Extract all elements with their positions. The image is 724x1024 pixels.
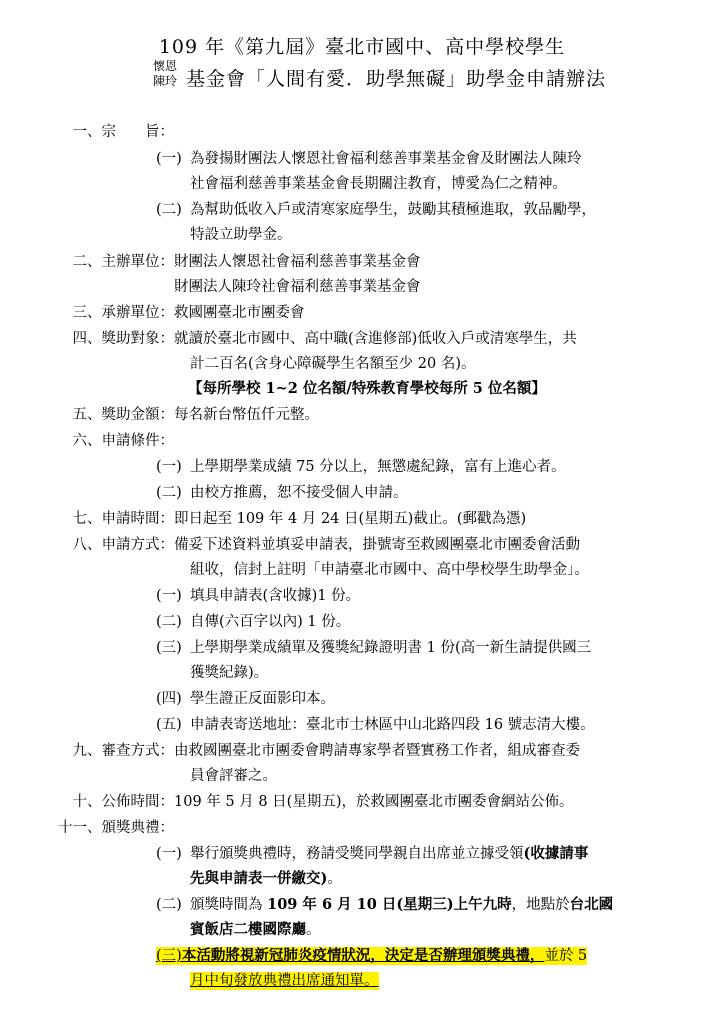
section-11-item-1-line-2 bbox=[190, 870, 342, 888]
section-8-item-4: 學生證正反面影印本。 bbox=[190, 691, 335, 707]
section-7-label: 七、申請時間： bbox=[72, 511, 174, 527]
section-11-item-2-text-c: ，地點於 bbox=[511, 897, 570, 913]
section-11-label: 十一、頒獎典禮： bbox=[58, 820, 174, 836]
section-1-item-1-line-1: 為發揚財團法人懷恩社會福利慈善事業基金會及財團法人陳玲 bbox=[190, 151, 582, 167]
section-9-label: 九、審查方式： bbox=[72, 743, 174, 759]
section-6-item-1: 上學期學業成績 75 分以上，無懲處紀錄，富有上進心者。 bbox=[190, 459, 566, 475]
logo-text-top: 懷恩 bbox=[152, 59, 177, 73]
section-2-label: 二、主辦單位： bbox=[72, 254, 174, 270]
section-11-item-2-period: 。 bbox=[306, 922, 321, 938]
section-11-item-3-line-2: 月中旬發放典禮出席通知單。 bbox=[190, 973, 379, 989]
section-4-quota-note: 【每所學校 1~2 位名額/特殊教育學校每所 5 位名額】 bbox=[188, 380, 546, 397]
section-8-item-3-number: (三) bbox=[156, 640, 182, 656]
document-title-line2: 基金會「人間有愛．助學無礙」助學金申請辦法 bbox=[186, 68, 607, 90]
section-11-item-1-text: 舉行頒獎典禮時，務請受獎同學親自出席並立據受領 bbox=[190, 846, 524, 862]
section-11-item-1-bold-start: (收據請事 bbox=[523, 845, 589, 862]
section-8-item-2: 自傳(六百字以內) 1 份。 bbox=[190, 614, 351, 630]
section-4-label: 四、獎助對象： bbox=[72, 331, 174, 347]
section-11-item-1-period: 。 bbox=[327, 871, 342, 887]
section-3-label: 三、承辦單位： bbox=[72, 305, 174, 321]
section-1-item-1-number: (一) bbox=[156, 151, 182, 167]
section-5-text: 每名新台幣伍仟元整。 bbox=[174, 407, 319, 423]
section-8-item-5: 申請表寄送地址：臺北市士林區中山北路四段 16 號志清大樓。 bbox=[190, 717, 595, 733]
section-8-line-2: 組收，信封上註明「申請臺北市國中、高中學校學生助學金」。 bbox=[190, 562, 589, 578]
section-6-item-1-number: (一) bbox=[156, 459, 182, 475]
section-1-item-2-line-1: 為幫助低收入戶或清寒家庭學生，鼓勵其積極進取，敦品勵學， bbox=[190, 202, 596, 218]
section-3-text: 救國團臺北市團委會 bbox=[174, 305, 305, 321]
section-8-item-2-number: (二) bbox=[156, 614, 182, 630]
section-2-line-2: 財團法人陳玲社會福利慈善事業基金會 bbox=[174, 279, 421, 295]
section-8-label: 八、申請方式： bbox=[72, 537, 174, 553]
section-11-item-1-number: (一) bbox=[156, 846, 182, 862]
section-11-item-2-datetime: 109 年 6 月 10 日(星期三)上午九時 bbox=[267, 896, 512, 913]
section-11-item-2-venue-end: 賓飯店二樓國際廳 bbox=[190, 921, 306, 938]
section-11-item-2-number: (二) bbox=[156, 897, 182, 913]
section-11-item-2-line-1 bbox=[190, 896, 613, 914]
section-11-item-1-line-1 bbox=[190, 845, 588, 863]
section-4-line-1: 就讀於臺北市國中、高中職(含進修部)低收入戶或清寒學生，共 bbox=[174, 331, 577, 347]
logo-text-bottom: 陳玲 bbox=[152, 74, 177, 88]
section-8-line-1: 備妥下述資料並填妥申請表，掛號寄至救國團臺北市團委會活動 bbox=[174, 537, 580, 553]
section-11-item-3-text: 並於 5 bbox=[544, 948, 588, 964]
section-11-item-3-line-1 bbox=[156, 947, 587, 965]
section-8-item-3-line-1: 上學期學業成績單及獲獎紀錄證明書 1 份(高一新生請提供國三 bbox=[190, 640, 592, 656]
section-11-item-2-text-a: 頒獎時間為 bbox=[190, 897, 263, 913]
section-8-item-3-line-2: 獲獎紀錄)。 bbox=[190, 665, 269, 681]
section-11-item-3-number: (三) bbox=[156, 948, 182, 964]
section-1-item-1-line-2: 社會福利慈善事業基金會長期關注教育，博愛為仁之精神。 bbox=[190, 176, 567, 192]
section-1-item-2-line-2: 特設立助學金。 bbox=[190, 227, 292, 243]
section-6-item-2: 由校方推薦，恕不接受個人申請。 bbox=[190, 485, 408, 501]
section-10-text: 109 年 5 月 8 日(星期五)，於救國團臺北市團委會網站公佈。 bbox=[174, 794, 574, 810]
section-8-item-4-number: (四) bbox=[156, 691, 182, 707]
section-2-line-1: 財團法人懷恩社會福利慈善事業基金會 bbox=[174, 254, 421, 270]
section-10-label: 十、公佈時間： bbox=[72, 794, 174, 810]
section-7-text: 即日起至 109 年 4 月 24 日(星期五)截止。(郵戳為憑) bbox=[174, 511, 527, 527]
section-9-line-1: 由救國團臺北市團委會聘請專家學者暨實務工作者，組成審查委 bbox=[174, 743, 580, 759]
section-9-line-2: 員會評審之。 bbox=[190, 768, 277, 784]
section-6-item-2-number: (二) bbox=[156, 485, 182, 501]
section-4-line-2: 計二百名(含身心障礙學生名額至少 20 名)。 bbox=[190, 356, 476, 372]
section-11-item-1-bold-end: 先與申請表一併繳交) bbox=[190, 870, 328, 887]
section-8-item-5-number: (五) bbox=[156, 717, 182, 733]
section-11-item-2-venue-start: 台北國 bbox=[569, 896, 614, 913]
foundation-logo-text bbox=[148, 59, 182, 89]
section-1-label: 一、宗 旨： bbox=[72, 124, 174, 140]
section-6-label: 六、申請條件： bbox=[72, 433, 174, 449]
section-8-item-1: 填具申請表(含收據)1 份。 bbox=[190, 588, 361, 604]
section-1-item-2-number: (二) bbox=[156, 202, 182, 218]
section-11-item-2-line-2 bbox=[190, 921, 321, 939]
section-8-item-1-number: (一) bbox=[156, 588, 182, 604]
document-title-line1: 109 年《第九屆》臺北市國中、高中學校學生 bbox=[158, 36, 566, 58]
section-11-item-3-bold: 本活動將視新冠肺炎疫情狀況，決定是否辦理頒獎典禮， bbox=[181, 947, 545, 964]
section-5-label: 五、獎助金額： bbox=[72, 407, 174, 423]
